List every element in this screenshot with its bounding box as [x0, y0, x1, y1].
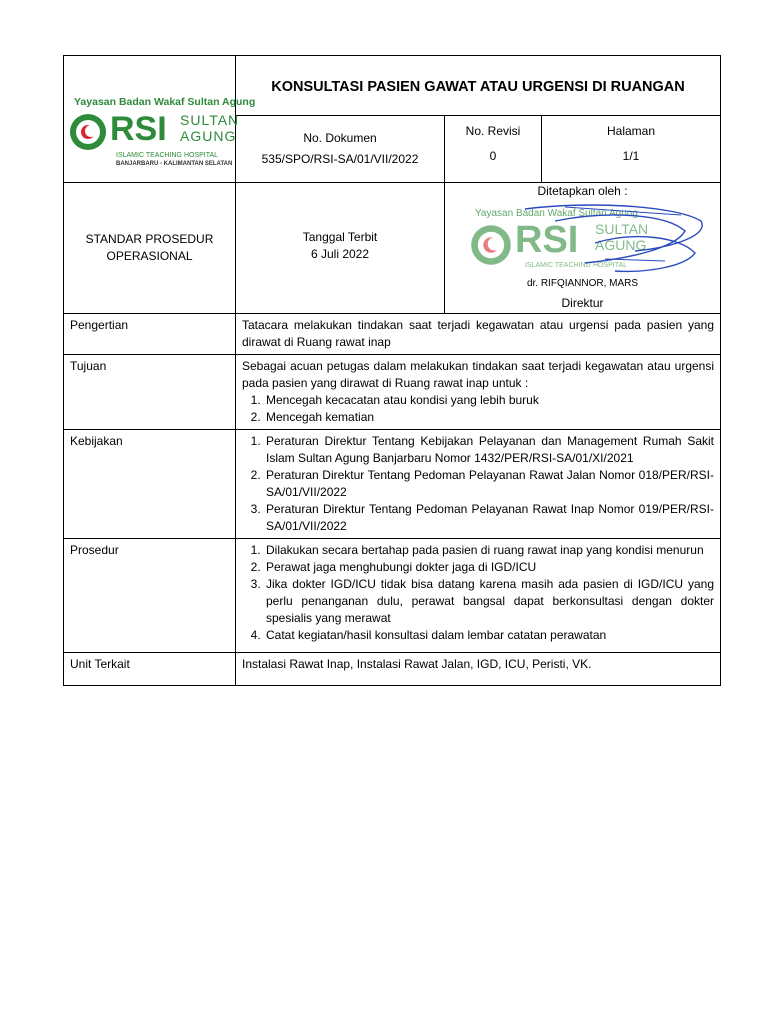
logo-cell — [64, 56, 256, 183]
doc-number-cell — [236, 116, 445, 183]
page-value: 1/1 — [622, 149, 640, 163]
list-item: 1. Peraturan Direktur Tentang Kebijakan Pelayanan dan Management Rumah Sakit Islam Sultan Agung Banjarbaru Nomor 1432/PER/RSI-SA/01/XI/2021 — [264, 433, 714, 467]
kebijakan-list — [242, 433, 714, 535]
stamp-sultan: SULTAN — [595, 221, 649, 237]
list-item: 3. Peraturan Direktur Tentang Pedoman Pelayanan Rawat Inap Nomor 019/PER/RSI-SA/01/VII/2022 — [264, 501, 714, 535]
doc-number-label: No. Dokumen — [303, 131, 377, 145]
page-cell — [542, 116, 721, 183]
pengertian-label: Pengertian — [64, 314, 236, 355]
tujuan-cell — [236, 355, 721, 430]
list-item: 2. Mencegah kematian — [264, 409, 714, 426]
sop-type-line1: STANDAR PROSEDUR — [85, 232, 214, 246]
issued-cell — [236, 183, 445, 314]
issued-date: 6 Juli 2022 — [310, 247, 370, 261]
prosedur-cell — [236, 539, 721, 653]
tujuan-label: Tujuan — [64, 355, 236, 430]
logo-rsi: RSI — [110, 110, 167, 148]
kebijakan-cell — [236, 430, 721, 539]
sop-table — [63, 55, 721, 686]
revision-cell — [445, 116, 542, 183]
list-item: 4. Catat kegiatan/hasil konsultasi dalam lembar catatan perawatan — [264, 627, 714, 644]
signature-scribble — [465, 201, 705, 281]
page-label: Halaman — [606, 124, 656, 138]
logo-agung: AGUNG — [180, 128, 237, 144]
doc-number-value: 535/SPO/RSI-SA/01/VII/2022 — [261, 152, 419, 166]
logo-sultan: SULTAN — [180, 112, 240, 128]
unit-text: Instalasi Rawat Inap, Instalasi Rawat Jalan, IGD, ICU, Peristi, VK. — [236, 653, 721, 686]
page-title: KONSULTASI PASIEN GAWAT ATAU URGENSI DI RUANGAN — [236, 56, 721, 116]
revision-label: No. Revisi — [465, 124, 521, 138]
stamp-rsi: RSI — [515, 219, 579, 261]
kebijakan-label: Kebijakan — [64, 430, 236, 539]
stamp-tagline: ISLAMIC TEACHING HOSPITAL — [525, 262, 628, 269]
list-item: 1. Mencegah kecacatan atau kondisi yang lebih buruk — [264, 392, 714, 409]
foundation-name: Yayasan Badan Wakaf Sultan Agung — [74, 96, 256, 108]
hospital-logo-icon — [68, 112, 108, 152]
list-item: 2. Perawat jaga menghubungi dokter jaga di IGD/ICU — [264, 559, 714, 576]
director-title: Direktur — [561, 296, 604, 310]
approved-label: Ditetapkan oleh : — [537, 184, 628, 198]
approval-cell — [445, 183, 721, 314]
tujuan-list — [242, 392, 714, 426]
issued-label: Tanggal Terbit — [302, 230, 378, 244]
stamp-agung: AGUNG — [595, 237, 647, 253]
list-item: 3. Jika dokter IGD/ICU tidak bisa datang karena masih ada pasien di IGD/ICU yang perlu penanganan dulu, perawat bangsal dapat berkonsultasi dengan dokter spesialis yang merawat — [264, 576, 714, 627]
sop-type-line2: OPERASIONAL — [106, 249, 193, 263]
list-item: 2. Peraturan Direktur Tentang Pedoman Pelayanan Rawat Jalan Nomor 018/PER/RSI-SA/01/VII/2022 — [264, 467, 714, 501]
pengertian-text: Tatacara melakukan tindakan saat terjadi kegawatan atau urgensi pada pasien yang dirawat di Ruang rawat inap — [236, 314, 721, 355]
revision-value: 0 — [489, 149, 497, 163]
logo-location: BANJARBARU - KALIMANTAN SELATAN — [116, 161, 233, 167]
stamp-foundation: Yayasan Badan Wakaf Sultan Agung — [475, 208, 638, 219]
logo-tagline: ISLAMIC TEACHING HOSPITAL — [116, 152, 219, 159]
prosedur-label: Prosedur — [64, 539, 236, 653]
director-name: dr. RIFQIANNOR, MARS — [526, 278, 639, 289]
sop-document — [63, 55, 720, 686]
list-item: 1. Dilakukan secara bertahap pada pasien di ruang rawat inap yang kondisi menurun — [264, 542, 714, 559]
unit-label: Unit Terkait — [64, 653, 236, 686]
sop-type-cell — [64, 183, 236, 314]
prosedur-list — [242, 542, 714, 644]
tujuan-text: Sebagai acuan petugas dalam melakukan tindakan saat terjadi kegawatan atau urgensi pada pasien yang dirawat di Ruang rawat inap untuk : — [242, 359, 715, 390]
